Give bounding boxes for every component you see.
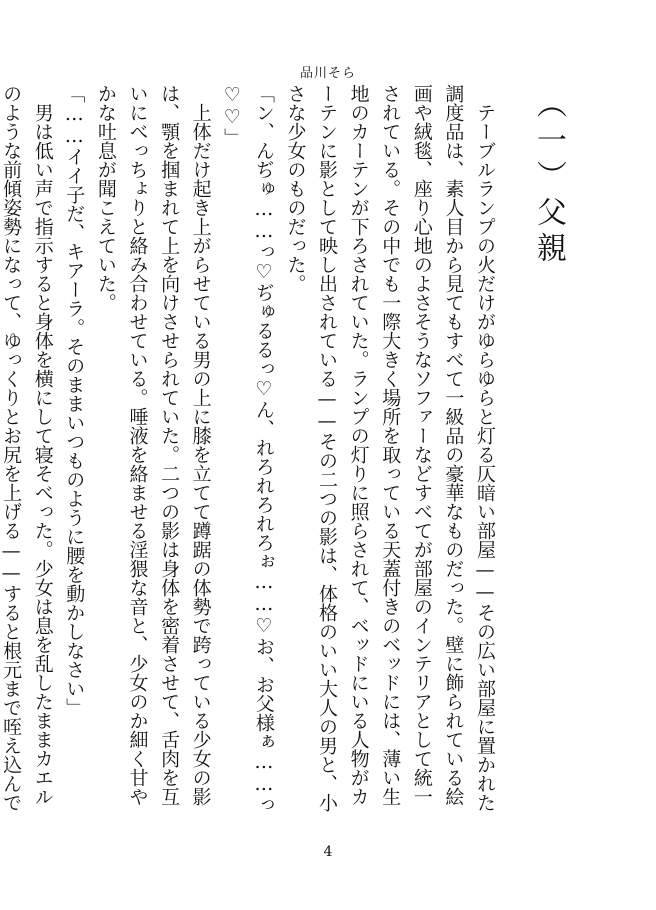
body-text xyxy=(0,78,578,822)
page-number: 4 xyxy=(323,844,333,860)
paragraph-2-dialogue: 「ン、んぢゅ……っ♡ぢゅるるっ♡ん、れろれろれろぉ……♡お、お父様ぁ……っ♡♡」 xyxy=(221,84,275,814)
running-header-author: 品川そら xyxy=(299,66,356,81)
paragraph-3: 上体だけ起き上がらせている男の上に膝を立てて蹲踞の体勢で跨っている少女の影は、顎を掴まれて上を向けさせられていた。二つの影は身体を密着させて、舌肉を互いにべっちょりと絡み合わせている。唾液を絡ませる淫猥な音と、少女のか細く甘やかな吐息が聞こえていた。 xyxy=(94,84,212,806)
paragraph-4-dialogue: 「……イイ子だ、キアーラ。そのままいつものように腰を動かしなさい」 xyxy=(63,84,86,717)
paragraph-1: テーブルランプの火だけがゆらゆらと灯る仄暗い部屋——その広い部屋に置かれた調度品は、素人目から見てもすべて一級品の豪華なものだった。壁に飾られている絵画や絨毯、座り心地のよさそうなソファーなどすべてが部屋のインテリアとして統一されている。その中でも一際大きく場所を取っている天蓋付きのベッドには、薄い生地のカーテンが下ろされていた。ランプの灯りに照らされて、ベッドにいる人物がカーテンに影として映し出されている——その二つの影は、体格のいい大人の男と、小さな少女のものだった。 xyxy=(284,84,496,812)
chapter-title: （一）父親 xyxy=(531,88,566,268)
paragraph-5: 男は低い声で指示すると身体を横にして寝そべった。少女は息を乱したままカエルのような前傾姿勢になって、ゆっくりとお尻を上げる——すると根元まで咥え込んで xyxy=(0,84,54,812)
